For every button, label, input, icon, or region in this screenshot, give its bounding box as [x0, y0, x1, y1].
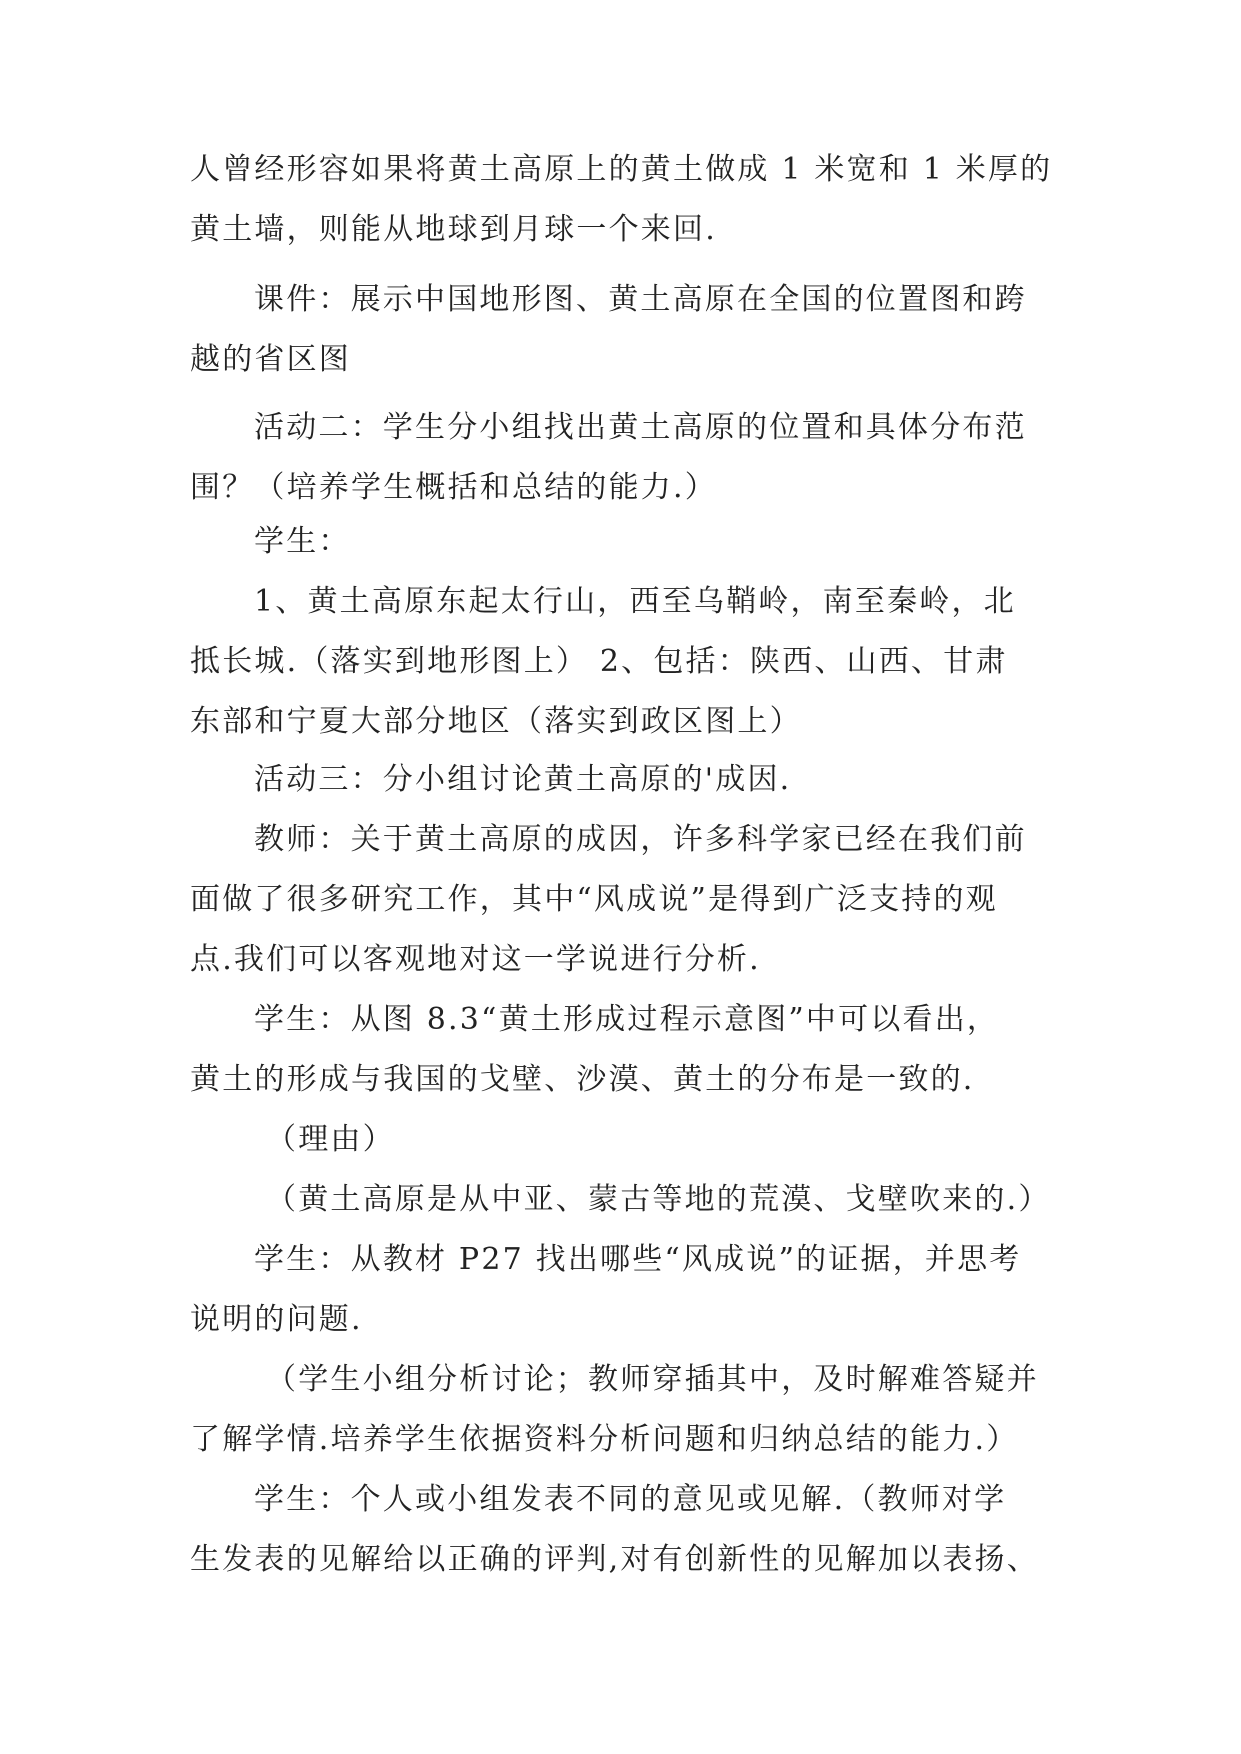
text-line-15: 学生：从图 8.3“黄土形成过程示意图”中可以看出， [254, 1002, 1000, 1037]
text-line-18: （黄土高原是从中亚、蒙古等地的荒漠、戈壁吹来的.） [266, 1182, 1051, 1217]
text-line-9: 抵长城.（落实到地形图上） 2、包括：陕西、山西、甘肃 [190, 644, 1008, 679]
text-line-20: 说明的问题. [190, 1302, 363, 1337]
text-line-5: 活动二：学生分小组找出黄土高原的位置和具体分布范 [254, 410, 1027, 445]
text-line-4: 越的省区图 [190, 342, 351, 377]
text-line-12: 教师：关于黄土高原的成因，许多科学家已经在我们前 [254, 822, 1027, 857]
text-line-19: 学生：从教材 P27 找出哪些“风成说”的证据，并思考 [254, 1242, 1022, 1277]
text-line-17: （理由） [266, 1122, 395, 1157]
text-line-7: 学生： [254, 524, 351, 559]
text-line-23: 学生：个人或小组发表不同的意见或见解.（教师对学 [254, 1482, 1007, 1517]
text-line-10: 东部和宁夏大部分地区（落实到政区图上） [190, 704, 802, 739]
text-line-3: 课件：展示中国地形图、黄土高原在全国的位置图和跨 [254, 282, 1027, 317]
text-line-22: 了解学情.培养学生依据资料分析问题和归纳总结的能力.） [190, 1422, 1019, 1457]
text-line-2: 黄土墙，则能从地球到月球一个来回. [190, 212, 717, 247]
text-line-6: 围？（培养学生概括和总结的能力.） [190, 470, 717, 505]
text-line-8: 1、黄土高原东起太行山，西至乌鞘岭，南至秦岭，北 [254, 584, 1016, 619]
text-line-16: 黄土的形成与我国的戈壁、沙漠、黄土的分布是一致的. [190, 1062, 975, 1097]
text-line-21: （学生小组分析讨论；教师穿插其中，及时解难答疑并 [266, 1362, 1039, 1397]
text-line-13: 面做了很多研究工作，其中“风成说”是得到广泛支持的观 [190, 882, 998, 917]
text-line-1: 人曾经形容如果将黄土高原上的黄土做成 1 米宽和 1 米厚的 [190, 152, 1053, 187]
text-line-14: 点.我们可以客观地对这一学说进行分析. [190, 942, 761, 977]
text-line-11: 活动三：分小组讨论黄土高原的'成因. [254, 762, 792, 797]
text-line-24: 生发表的见解给以正确的评判,对有创新性的见解加以表扬、 [190, 1542, 1039, 1577]
